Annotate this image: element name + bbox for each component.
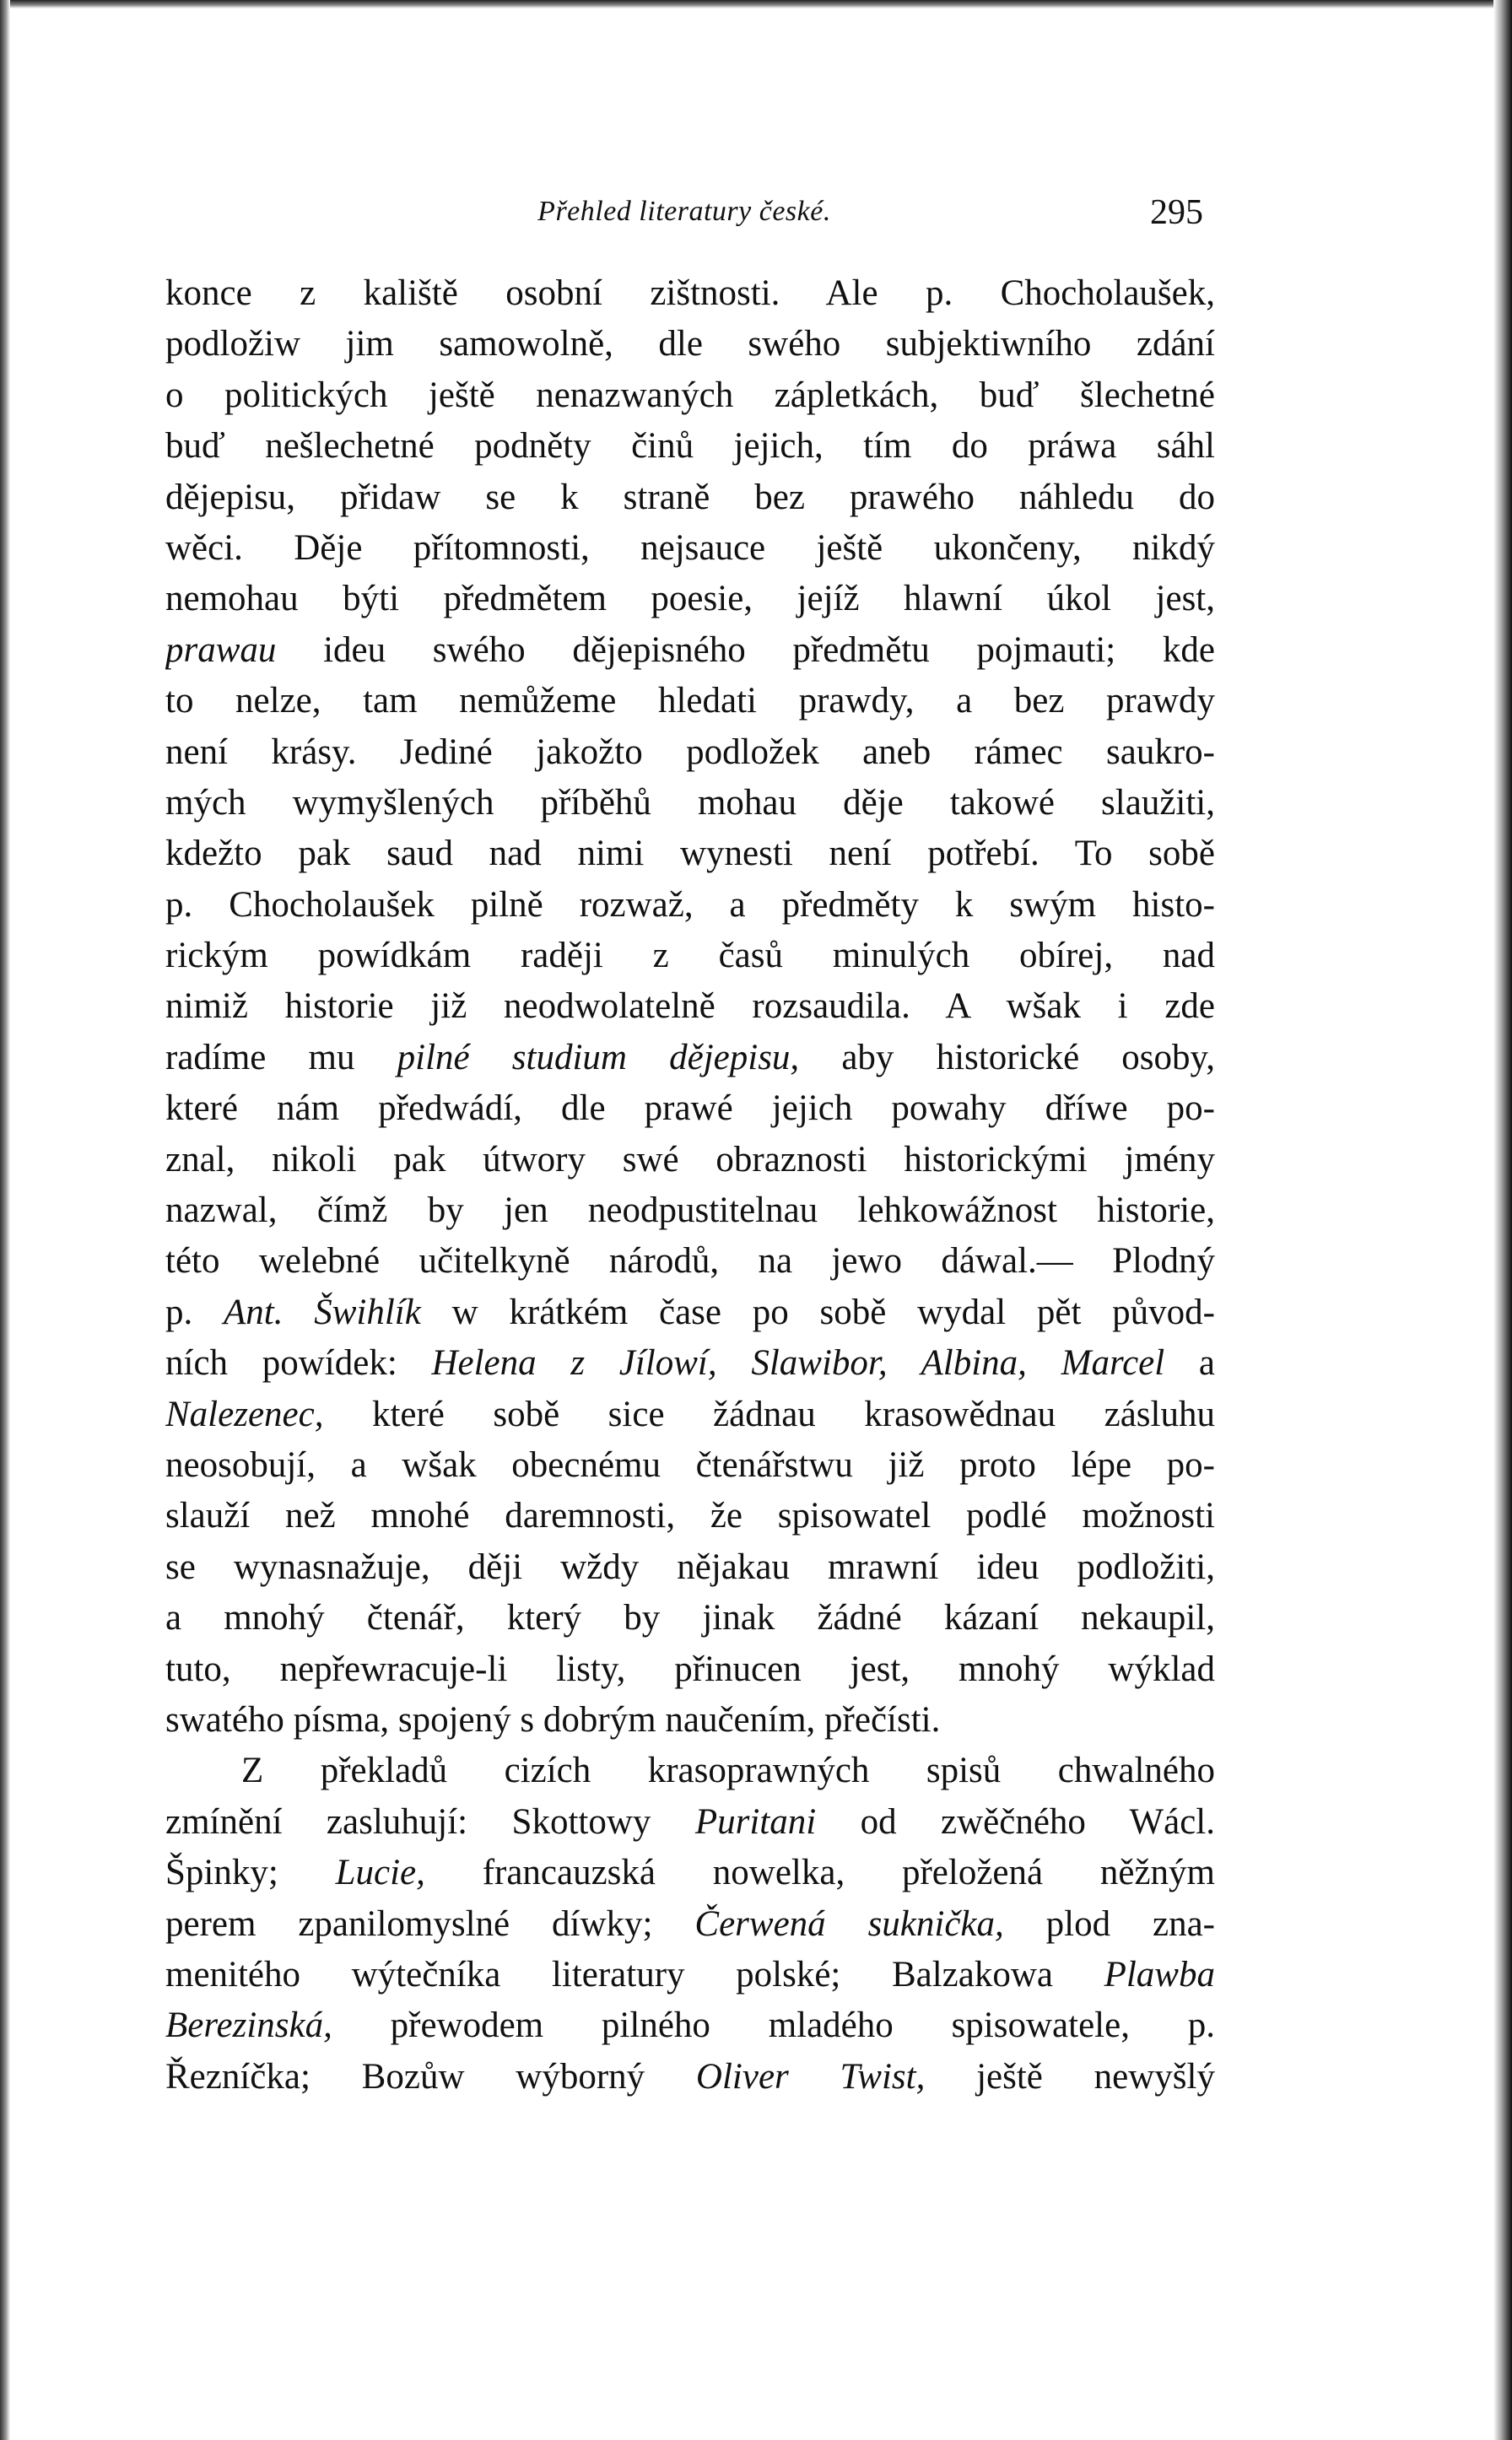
- text-line: p. Chocholaušek pilně rozwaž, a předměty k swým histo-: [165, 884, 1215, 925]
- text-line: Řezníčka; Bozůw wýborný Oliver Twist, ještě newyšlý: [165, 2056, 1215, 2097]
- text-line: neosobují, a wšak obecnému čtenářstwu již proto lépe po-: [165, 1444, 1215, 1485]
- italic-phrase: pilné studium dějepisu,: [397, 1037, 800, 1077]
- page-header: [165, 193, 1203, 246]
- scan-edge-right: [1493, 0, 1512, 2440]
- text-line: podložiw jim samowolně, dle swého subjektiwního zdání: [165, 324, 1215, 364]
- text-line: ních powídek: Helena z Jílowí, Slawibor, Albina, Marcel a: [165, 1343, 1215, 1384]
- text-line: p. Ant. Šwihlík w krátkém čase po sobě wydal pět původ-: [165, 1292, 1215, 1332]
- text-line: Nalezenec, které sobě sice žádnau krasowědnau zásluhu: [165, 1394, 1215, 1434]
- text-line: prawau ideu swého dějepisného předmětu pojmauti; kde: [165, 629, 1215, 670]
- paragraph-start-line: Z překladů cizích krasoprawných spisů chwalného: [241, 1751, 1215, 1791]
- italic-phrase: Oliver Twist,: [695, 2056, 926, 2097]
- text-line: se wynasnažuje, ději wždy nějakau mrawní ideu podložiti,: [165, 1547, 1215, 1587]
- running-title: Přehled literatury české.: [537, 196, 831, 227]
- italic-phrase: Čerwená suknička,: [694, 1903, 1004, 1944]
- text-line: nazwal, čímž by jen neodpustitelnau lehkowážnost historie,: [165, 1190, 1215, 1231]
- text-line: tuto, nepřewracuje-li listy, přinucen jest, mnohý wýklad: [165, 1649, 1215, 1689]
- text-line: této welebné učitelkyně národů, na jewo dáwal.— Plodný: [165, 1241, 1215, 1282]
- text-line: Špinky; Lucie, francauzská nowelka, přeložená něžným: [165, 1853, 1215, 1893]
- text-line: wěci. Děje přítomnosti, nejsauce ještě ukončeny, nikdý: [165, 527, 1215, 568]
- italic-phrase: Nalezenec,: [165, 1394, 324, 1434]
- scan-edge-left: [0, 0, 10, 2440]
- text-line: rickým powídkám raději z časů minulých obírej, nad: [165, 936, 1215, 976]
- italic-phrase: Puritani: [694, 1801, 817, 1842]
- text-line: radíme mu pilné studium dějepisu, aby historické osoby,: [165, 1037, 1215, 1077]
- text-line: dějepisu, přidaw se k straně bez prawého náhledu do: [165, 477, 1215, 517]
- text-line: nimiž historie již neodwolatelně rozsaudila. A wšak i zde: [165, 986, 1215, 1027]
- text-line: Berezinská, přewodem pilného mladého spisowatele, p.: [165, 2005, 1215, 2046]
- italic-phrase: Berezinská,: [165, 2005, 332, 2046]
- text-line: znal, nikoli pak útwory swé obraznosti historickými jmény: [165, 1139, 1215, 1180]
- text-line: kdežto pak saud nad nimi wynesti není potřebí. To sobě: [165, 834, 1215, 874]
- text-line: slauží než mnohé daremnosti, že spisowatel podlé možnosti: [165, 1496, 1215, 1536]
- text-line: perem zpanilomyslné díwky; Čerwená suknička, plod zna-: [165, 1903, 1215, 1944]
- text-line: to nelze, tam nemůžeme hledati prawdy, a bez prawdy: [165, 681, 1215, 721]
- text-line: a mnohý čtenář, který by jinak žádné kázaní nekaupil,: [165, 1598, 1215, 1638]
- italic-phrase: prawau: [165, 629, 277, 670]
- text-line: nemohau býti předmětem poesie, jejíž hlawní úkol jest,: [165, 579, 1215, 619]
- text-line: menitého wýtečníka literatury polské; Balzakowa Plawba: [165, 1954, 1215, 1995]
- italic-phrase: Ant. Šwihlík: [224, 1292, 421, 1332]
- scan-edge-top: [0, 0, 1512, 8]
- text-line: které nám předwádí, dle prawé jejich powahy dříwe po-: [165, 1088, 1215, 1129]
- body-text: [165, 268, 1215, 2103]
- text-line: o politických ještě nenazwaných zápletkách, buď šlechetné: [165, 375, 1215, 415]
- page-number: 295: [1150, 193, 1203, 232]
- text-line: konce z kaliště osobní zištnosti. Ale p. Chocholaušek,: [165, 273, 1215, 313]
- italic-phrase: Helena z Jílowí, Slawibor, Albina, Marcel: [431, 1343, 1165, 1384]
- italic-phrase: Plawba: [1104, 1954, 1215, 1995]
- text-line: není krásy. Jediné jakožto podložek aneb rámec saukro-: [165, 731, 1215, 772]
- text-line: swatého písma, spojený s dobrým naučením, přečísti.: [165, 1699, 941, 1740]
- text-line: zmínění zasluhují: Skottowy Puritani od zwěčného Wácl.: [165, 1801, 1215, 1842]
- text-line: buď nešlechetné podněty činů jejich, tím do práwa sáhl: [165, 426, 1215, 467]
- text-line: mých wymyšlených příběhů mohau děje takowé slaužiti,: [165, 782, 1215, 823]
- italic-phrase: Lucie,: [335, 1853, 425, 1893]
